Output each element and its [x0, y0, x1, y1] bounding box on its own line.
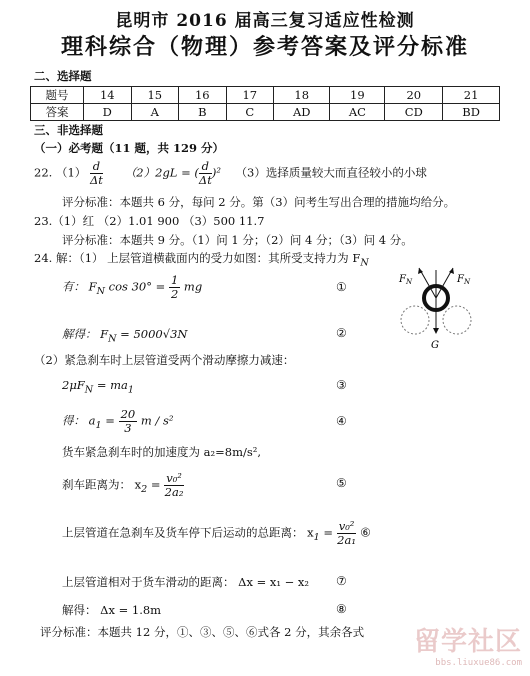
choice-answer-table: [30, 86, 500, 121]
subscript: 1: [127, 384, 134, 396]
question-number-cell: 17: [226, 87, 274, 104]
fraction-v0-squared: [337, 520, 357, 547]
equation-1: [62, 274, 202, 301]
fraction-numerator: 1: [170, 273, 179, 287]
equation-marker: ④: [336, 414, 347, 428]
equation-marker: ⑥: [360, 525, 371, 540]
gravity-label: G: [431, 340, 439, 351]
fraction-denominator: 3: [124, 421, 132, 435]
question-number-cell: 16: [179, 87, 227, 104]
arrowhead: [433, 328, 439, 334]
q23-line: 23.（1）红 （2）1.01 900 （3）500 11.7: [34, 214, 265, 228]
answer-cell: C: [226, 104, 274, 121]
watermark-logo-text: 留学社区: [413, 627, 522, 657]
question-number: 22.: [34, 165, 53, 180]
force-diagram: [395, 262, 485, 352]
part-label: （1）: [55, 165, 87, 180]
table-row-label: 答案: [31, 104, 84, 121]
equation-text: 刹车距离为： x: [62, 477, 142, 492]
subscript: N: [108, 333, 117, 345]
answer-cell: AD: [274, 104, 330, 121]
fraction-numerator: d: [199, 160, 212, 174]
fraction-denominator: 2: [170, 287, 179, 301]
document-title-line2: 理科综合（物理）参考答案及评分标准: [60, 34, 469, 60]
lower-pipe-left: [401, 306, 429, 334]
q24-scoring: 评分标准：本题共 12 分，①、③、⑤、⑥式各 2 分，其余各式: [40, 625, 365, 639]
fraction-twenty-thirds: [119, 408, 138, 435]
equation-marker: ⑦: [336, 574, 347, 588]
answer-cell: CD: [385, 104, 443, 121]
q22-line: [34, 160, 427, 187]
section-choice-heading: 二、选择题: [34, 69, 92, 83]
subscript: 1: [95, 419, 102, 431]
equation-4: [62, 408, 173, 435]
equation-7: [62, 574, 309, 590]
equation-text: = 5000√3N: [116, 327, 188, 341]
fraction-v0-squared: [164, 472, 184, 499]
fraction-one-half: [169, 274, 180, 301]
subscript: N: [360, 257, 369, 269]
fraction-numerator: v₀²: [166, 471, 182, 485]
question-number-cell: 20: [385, 87, 443, 104]
fraction-numerator: v₀²: [338, 519, 355, 533]
equation-text: 有： F: [62, 279, 97, 294]
answer-cell: A: [131, 104, 179, 121]
equation-5: [62, 472, 184, 499]
equation-text: 上层管道在急刹车及货车停下后运动的总距离： x: [62, 525, 314, 540]
equation-2: [62, 326, 187, 344]
force-label-left: $F_N$: [399, 274, 413, 286]
fraction-denominator: 2a₂: [164, 485, 184, 499]
subscript: 1: [313, 531, 320, 543]
section-free-response-heading: 三、非选择题: [34, 123, 103, 137]
part2-formula: （2）2gL = (: [124, 165, 199, 180]
question-number-cell: 15: [131, 87, 179, 104]
question-number-cell: 19: [330, 87, 385, 104]
equation-6: [62, 520, 371, 547]
equation-text: 解得： Δx = 1.8m: [62, 603, 162, 617]
fraction-denominator: Δt: [198, 173, 212, 187]
answer-cell: B: [179, 104, 227, 121]
part3-answer: （3）选择质量较大而直径较小的小球: [235, 165, 427, 180]
subscript: N: [84, 384, 94, 396]
formula-tail: )²: [211, 165, 221, 180]
equation-text: 解得： F: [62, 327, 109, 341]
subscript: 2: [141, 483, 148, 495]
fraction-numerator: d: [90, 160, 103, 174]
fraction-d-over-dt: [90, 160, 103, 187]
q24-part2: （2）紧急刹车时上层管道受两个滑动摩擦力减速：: [34, 353, 295, 367]
equation-text: m / s²: [137, 413, 174, 428]
q23-scoring: 评分标准：本题共 9 分。（1）问 1 分；（2）问 4 分；（3）问 4 分。: [62, 233, 413, 247]
required-questions-heading: （一）必考题（11 题，共 129 分）: [34, 141, 225, 155]
lower-pipe-right: [443, 306, 471, 334]
question-number-cell: 21: [443, 87, 500, 104]
question-number-cell: 14: [84, 87, 132, 104]
equation-marker: ⑧: [336, 602, 347, 616]
equation-text: 上层管道相对于货车滑动的距离： Δx = x₁ − x₂: [62, 575, 310, 589]
subscript: N: [96, 285, 106, 297]
fraction-d-over-dt: [199, 160, 212, 187]
watermark-url: bbs.liuxue86.com: [435, 658, 522, 668]
equation-3: [62, 378, 134, 395]
table-row-label: 题号: [31, 87, 84, 104]
fraction-denominator: Δt: [89, 173, 103, 187]
answer-cell: D: [84, 104, 132, 121]
equation-marker: ⑤: [336, 476, 347, 490]
equation-text: 2μF: [62, 378, 85, 392]
fraction-numerator: 20: [120, 407, 136, 421]
q24-intro-text: 24. 解：（1） 上层管道横截面内的受力如图：其所受支持力为 F: [34, 251, 361, 265]
answer-cell: BD: [443, 104, 500, 121]
equation-text: mg: [180, 279, 203, 294]
equation-text: =: [101, 413, 119, 428]
equation-text: =: [147, 477, 165, 492]
site-watermark: [414, 621, 522, 668]
equation-text: = ma: [93, 378, 128, 392]
equation-text: 得： a: [62, 413, 96, 428]
table-row: [31, 104, 500, 121]
q24-intro: [34, 250, 369, 268]
equation-marker: ③: [336, 378, 347, 392]
fraction-denominator: 2a₁: [337, 533, 356, 547]
force-label-right: $F_N$: [457, 274, 471, 286]
question-number-cell: 18: [274, 87, 330, 104]
equation-text: =: [319, 525, 337, 540]
answer-cell: AC: [330, 104, 385, 121]
equation-text: cos 30° =: [105, 279, 169, 294]
equation-marker: ①: [336, 280, 347, 294]
equation-marker: ②: [336, 326, 347, 340]
table-row: [31, 87, 500, 104]
equation-8: [62, 602, 161, 618]
document-title-line1: 昆明市 2016 届高三复习适应性检测: [115, 11, 415, 31]
truck-acceleration-line: 货车紧急刹车时的加速度为 a₂=8m/s²,: [62, 445, 262, 459]
q22-scoring: 评分标准：本题共 6 分，每问 2 分。第（3）问考生写出合理的措施均给分。: [62, 195, 456, 209]
